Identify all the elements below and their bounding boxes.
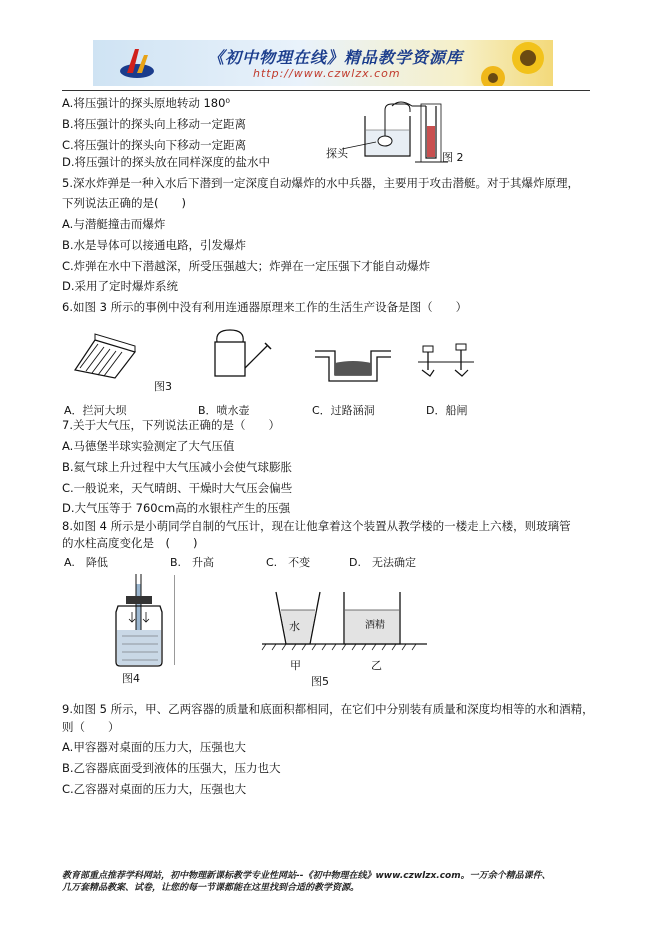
- figure-3-ship-lock: [418, 340, 478, 382]
- q4-option-b: B.将压强计的探头向上移动一定距离: [62, 117, 247, 131]
- q8-stem-line2: 的水柱高度变化是 ( ): [62, 536, 198, 550]
- q7-stem: 7.关于大气压，下列说法正确的是（ ）: [62, 418, 280, 432]
- sunflower-icon: [473, 40, 553, 86]
- q5-option-b: B.水是导体可以接通电路，引发爆炸: [62, 238, 247, 252]
- q7-option-b: B.氦气球上升过程中大气压减小会使气球膨胀: [62, 460, 293, 474]
- q5-stem-line1: 5.深水炸弹是一种入水后下潜到一定深度自动爆炸的水中兵器，主要用于攻击潜艇。对于其爆炸原理，: [62, 176, 579, 190]
- q9-option-b: B.乙容器底面受到液体的压强大，压力也大: [62, 761, 281, 775]
- figure-2-caption: 图 2: [442, 151, 464, 164]
- figure-3-dam: [70, 330, 140, 380]
- q9-stem-line2: 则（ ）: [62, 720, 120, 734]
- footer-line2: 几万套精品教案、试卷，让您的每一节课都能在这里找到合适的教学资源。: [62, 883, 360, 893]
- q8-option-b: B. 升高: [170, 556, 215, 569]
- q5-option-c: C.炸弹在水中下潜越深，所受压强越大；炸弹在一定压强下才能自动爆炸: [62, 259, 431, 273]
- figure-5-containers: [262, 588, 432, 668]
- q7-option-d: D.大气压等于 760cm高的水银柱产生的压强: [62, 501, 291, 515]
- q5-option-d: D.采用了定时爆炸系统: [62, 279, 179, 293]
- q6-option-c: C．过路涵洞: [312, 404, 375, 417]
- q9-stem-line1: 9.如图 5 所示，甲、乙两容器的质量和底面积都相同，在它们中分别装有质量和深度均相等的水和酒精，: [62, 702, 594, 716]
- figure-5-right-label: 乙: [371, 659, 382, 672]
- header-banner: [93, 40, 553, 86]
- figure-4-caption: 图4: [122, 672, 140, 685]
- q5-stem-line2: 下列说法正确的是( ): [62, 196, 186, 210]
- header-rule: [62, 90, 590, 91]
- q8-option-c: C. 不变: [266, 556, 311, 569]
- q8-stem-line1: 8.如图 4 所示是小萌同学自制的气压计，现在让他拿着这个装置从教学楼的一楼走上六楼，则玻璃管: [62, 519, 571, 533]
- q4-option-d: D.将压强计的探头放在同样深度的盐水中: [62, 155, 271, 169]
- q4-option-a: A.将压强计的探头原地转动 180⁰: [62, 96, 231, 110]
- q6-option-d: D．船闸: [426, 404, 468, 417]
- footer-line1: 教育部重点推荐学科网站，初中物理新课标教学专业性网站--《初中物理在线》www.czwlzx.com。一万余个精品课件、: [62, 871, 551, 881]
- q9-option-a: A.甲容器对桌面的压力大，压强也大: [62, 740, 246, 754]
- logo-icon: [117, 43, 157, 83]
- figure-divider: [174, 575, 175, 665]
- q4-option-c: C.将压强计的探头向下移动一定距离: [62, 138, 247, 152]
- q8-option-d: D. 无法确定: [349, 556, 416, 569]
- q9-option-c: C.乙容器对桌面的压力大，压强也大: [62, 782, 247, 796]
- q7-option-a: A.马德堡半球实验测定了大气压值: [62, 439, 235, 453]
- q6-option-b: B．喷水壶: [198, 404, 250, 417]
- site-url[interactable]: http://www.czwlzx.com: [253, 67, 401, 80]
- figure-3-culvert: [313, 345, 393, 385]
- q7-option-c: C.一般说来，天气晴朗、干燥时大气压会偏些: [62, 481, 293, 495]
- q8-option-a: A. 降低: [64, 556, 108, 569]
- q6-stem: 6.如图 3 所示的事例中没有利用连通器原理来工作的生活生产设备是图（ ）: [62, 300, 468, 314]
- figure-4-barometer: [100, 572, 180, 672]
- figure-5-alcohol-label: 酒精: [365, 620, 385, 631]
- figure-5-water-label: 水: [289, 620, 300, 633]
- q5-option-a: A.与潜艇撞击而爆炸: [62, 217, 166, 231]
- site-title: 《初中物理在线》精品教学资源库: [208, 48, 464, 67]
- figure-5-caption: 图5: [311, 675, 329, 688]
- figure-5-left-label: 甲: [290, 659, 301, 672]
- figure-3-caption: 图3: [154, 380, 172, 393]
- figure-3-watering-can: [205, 328, 275, 378]
- q6-option-a: A．拦河大坝: [64, 404, 127, 417]
- figure-2-probe-label: 探头: [326, 147, 348, 160]
